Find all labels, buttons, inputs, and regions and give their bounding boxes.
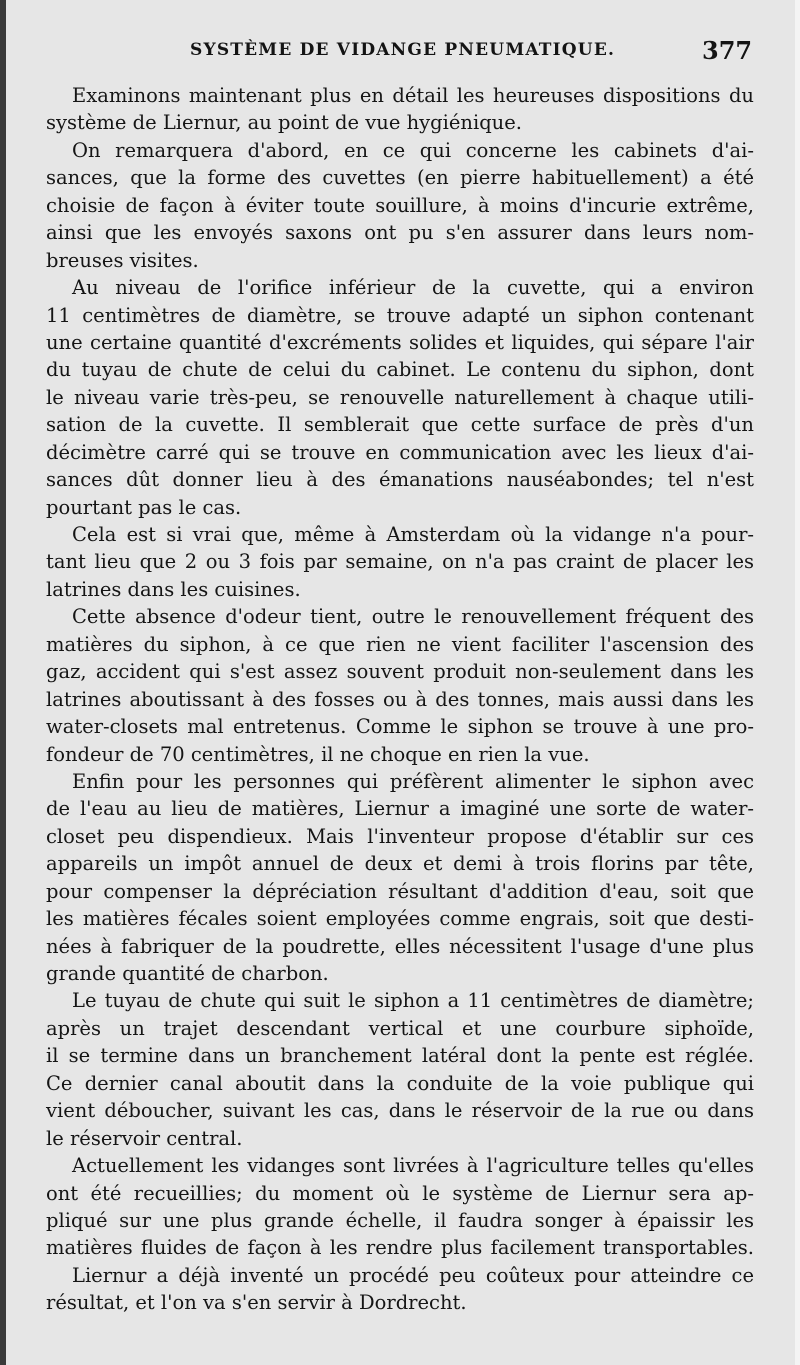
text-line: Liernur a déjà inventé un procédé peu coûteux pour atteindre ce [72,1263,754,1287]
text-line: Ce dernier canal aboutit dans la conduite de la voie publique qui [46,1071,754,1095]
text-line: pour compenser la dépréciation résultant d'addition d'eau, soit que [46,879,754,903]
text-line: Examinons maintenant plus en détail les heureuses dispositions du [72,84,754,107]
text-line: vient déboucher, suivant les cas, dans le réservoir de la rue ou dans [46,1099,754,1123]
text-line: les matières fécales soient employées comme engrais, soit que desti- [46,907,754,931]
text-line: résultat, et l'on va s'en servir à Dordrecht. [46,1291,467,1315]
text-line: système de Liernur, au point de vue hygiénique. [46,111,522,135]
text-line: appareils un impôt annuel de deux et demi à trois florins par tête, [46,852,754,876]
running-title: SYSTÈME DE VIDANGE PNEUMATIQUE. [190,40,616,60]
text-line: closet peu dispendieux. Mais l'inventeur propose d'établir sur ces [46,824,754,848]
page-number: 377 [702,36,753,65]
text-line: Actuellement les vidanges sont livrées à l'agriculture telles qu'elles [72,1154,754,1178]
text-line: le réservoir central. [46,1126,243,1150]
text-line: du tuyau de chute de celui du cabinet. Le contenu du siphon, dont [46,358,754,382]
text-line: matières fluides de façon à les rendre plus facilement transportables. [46,1236,754,1260]
text-line: sation de la cuvette. Il semblerait que cette surface de près d'un [46,413,754,437]
text-line: pliqué sur une plus grande échelle, il faudra songer à épaissir les [46,1208,754,1232]
text-line: une certaine quantité d'excréments solides et liquides, qui sépare l'air [46,330,754,354]
text-line: latrines aboutissant à des fosses ou à des tonnes, mais aussi dans les [46,687,754,711]
text-line: de l'eau au lieu de matières, Liernur a imaginé une sorte de water- [46,797,754,821]
text-line: nées à fabriquer de la poudrette, elles nécessitent l'usage d'une plus [46,934,754,958]
page-edge-right [795,0,800,1365]
text-line: Cela est si vrai que, même à Amsterdam où la vidange n'a pour- [72,523,754,546]
text-line: Au niveau de l'orifice inférieur de la cuvette, qui a environ [72,276,754,300]
text-line: 11 centimètres de diamètre, se trouve adapté un siphon contenant [46,303,754,327]
text-line: Le tuyau de chute qui suit le siphon a 11 centimètres de diamètre; [72,989,754,1013]
text-line: On remarquera d'abord, en ce qui concerne les cabinets d'ai- [72,138,754,162]
text-line: choisie de façon à éviter toute souillure, à moins d'incurie extrême, [46,193,754,217]
text-line: pourtant pas le cas. [46,495,242,519]
text-line: fondeur de 70 centimètres, il ne choque en rien la vue. [46,742,590,766]
text-line: matières du siphon, à ce que rien ne vient faciliter l'ascension des [46,632,754,656]
text-line: water-closets mal entretenus. Comme le siphon se trouve à une pro- [46,715,754,739]
text-line: ont été recueillies; du moment où le système de Liernur sera ap- [46,1181,754,1205]
text-line: après un trajet descendant vertical et une courbure siphoïde, [46,1016,754,1040]
text-line: le niveau varie très-peu, se renouvelle naturellement à chaque utili- [46,385,754,409]
text-line: gaz, accident qui s'est assez souvent produit non-seulement dans les [46,660,754,684]
text-line: latrines dans les cuisines. [46,577,301,601]
body-text [46,82,754,1317]
text-line: Enfin pour les personnes qui préfèrent alimenter le siphon avec [72,769,754,793]
text-line: ainsi que les envoyés saxons ont pu s'en assurer dans leurs nom- [46,221,754,245]
text-line: sances dût donner lieu à des émanations nauséabondes; tel n'est [46,468,754,492]
page-edge-left [0,0,6,1365]
text-line: grande quantité de charbon. [46,962,329,985]
text-line: il se termine dans un branchement latéral dont la pente est réglée. [46,1044,754,1068]
text-line: tant lieu que 2 ou 3 fois par semaine, on n'a pas craint de placer les [46,550,754,574]
text-line: breuses visites. [46,248,199,272]
text-line: Cette absence d'odeur tient, outre le renouvellement fréquent des [72,605,754,629]
page-header [0,36,800,76]
text-line: sances, que la forme des cuvettes (en pierre habituellement) a été [46,166,754,190]
text-line: décimètre carré qui se trouve en communication avec les lieux d'ai- [46,440,754,464]
